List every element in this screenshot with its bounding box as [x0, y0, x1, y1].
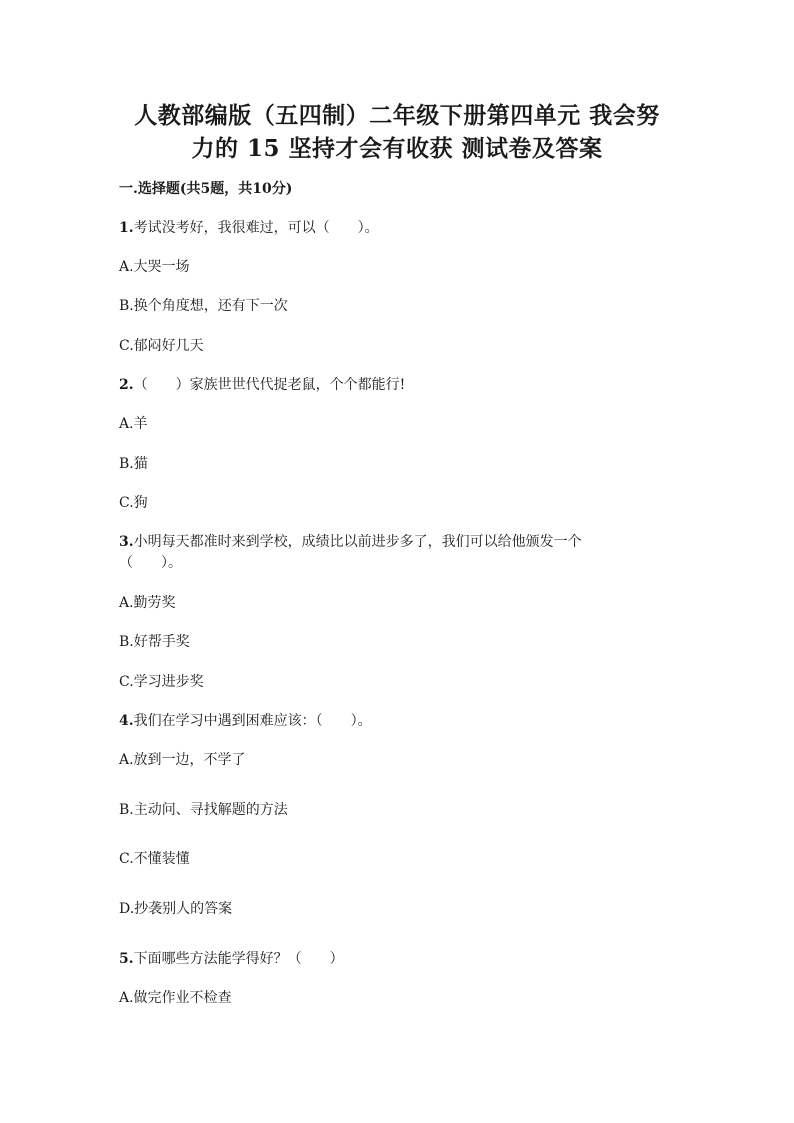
- question-2-option-b: B.猫: [119, 456, 148, 472]
- question-3-option-c: C.学习进步奖: [119, 674, 204, 690]
- question-1-option-c: C.郁闷好几天: [119, 338, 204, 354]
- document-title-line-2: 力的 15 坚持才会有收获 测试卷及答案: [191, 135, 603, 162]
- question-number: 4.: [119, 713, 134, 729]
- question-stem: 考试没考好，我很难过，可以（ ）。: [133, 220, 379, 236]
- question-3: [119, 533, 582, 551]
- question-4-option-d: D.抄袭别人的答案: [119, 901, 233, 917]
- question-stem: 小明每天都准时来到学校，成绩比以前进步多了，我们可以给他颁发一个: [133, 534, 582, 550]
- question-1: [119, 219, 379, 237]
- document-title-line-1: 人教部编版（五四制）二年级下册第四单元 我会努: [134, 102, 660, 129]
- question-2-option-a: A.羊: [119, 416, 148, 432]
- question-2: [119, 376, 405, 394]
- question-number: 5.: [119, 951, 134, 967]
- question-number: 1.: [119, 220, 134, 236]
- question-4-option-c: C.不懂装懂: [119, 851, 190, 867]
- question-stem: 下面哪些方法能学得好？（ ）: [133, 951, 344, 967]
- question-3-option-b: B.好帮手奖: [119, 634, 190, 650]
- question-number: 3.: [119, 534, 134, 550]
- question-3-option-a: A.勤劳奖: [119, 595, 176, 611]
- question-1-option-a: A.大哭一场: [119, 259, 190, 275]
- question-2-option-c: C.狗: [119, 495, 148, 511]
- question-stem: 我们在学习中遇到困难应该：（ ）。: [133, 713, 372, 729]
- question-4-option-a: A.放到一边，不学了: [119, 752, 246, 768]
- question-5: [119, 950, 344, 968]
- question-stem: （ ）家族世世代代捉老鼠，个个都能行!: [133, 377, 406, 393]
- question-4-option-b: B.主动问、寻找解题的方法: [119, 802, 288, 818]
- question-4: [119, 712, 372, 730]
- question-1-option-b: B.换个角度想，还有下一次: [119, 298, 288, 314]
- question-5-option-a: A.做完作业不检查: [119, 990, 232, 1006]
- section-heading: 一.选择题(共5题，共10分): [119, 181, 293, 197]
- question-number: 2.: [119, 377, 134, 393]
- question-3-stem-continued: （ ）。: [119, 555, 182, 571]
